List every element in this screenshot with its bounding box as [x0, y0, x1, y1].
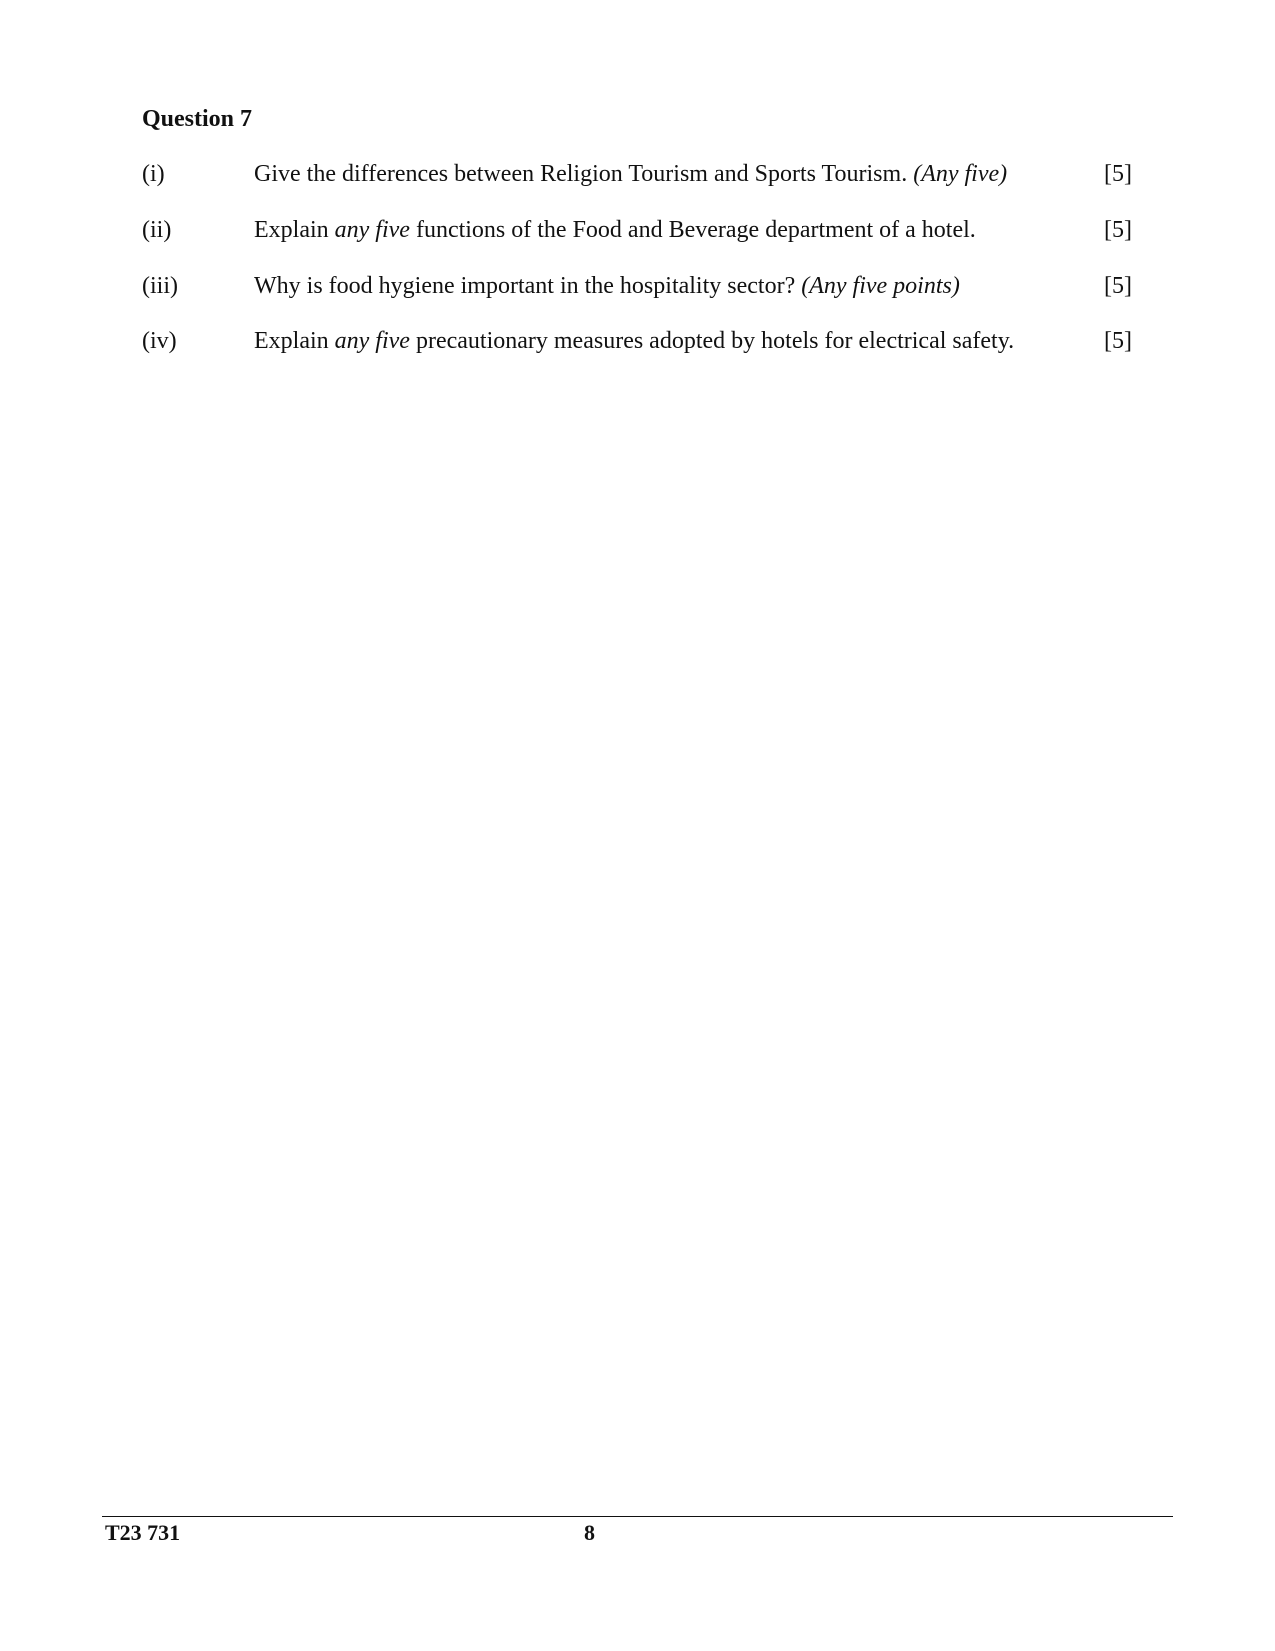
footer-paper-code: T23 731 [105, 1520, 181, 1545]
item-text [254, 214, 976, 246]
footer-divider [102, 1516, 1173, 1517]
item-text-italic: (Any five) [913, 161, 1008, 187]
item-text-italic: any five [334, 328, 410, 354]
item-text-plain: Why is food hygiene important in the hospitality sector? [254, 273, 802, 299]
item-marks: [5] [1104, 328, 1132, 354]
item-text [254, 270, 960, 302]
item-number: (iv) [142, 328, 177, 354]
item-text-plain-tail: functions of the Food and Beverage department of a hotel. [409, 217, 976, 243]
item-text-plain: Explain [254, 217, 335, 243]
question-heading: Question 7 [142, 106, 253, 132]
item-marks: [5] [1104, 273, 1132, 299]
item-number: (i) [142, 161, 165, 187]
item-text-italic: (Any five points) [801, 273, 960, 299]
question-item-ii [142, 214, 1132, 246]
item-marks: [5] [1104, 217, 1132, 243]
item-text-plain: Give the differences between Religion Tourism and Sports Tourism. [254, 161, 914, 187]
item-text-plain-tail: precautionary measures adopted by hotels for electrical safety. [409, 328, 1015, 354]
item-number: (ii) [142, 217, 172, 243]
item-number: (iii) [142, 273, 178, 299]
question-item-iv [142, 325, 1132, 357]
item-text-italic: any five [334, 217, 410, 243]
footer-page-number: 8 [584, 1520, 595, 1545]
item-marks: [5] [1104, 161, 1132, 187]
item-text [254, 325, 1014, 357]
item-text-plain: Explain [254, 328, 335, 354]
item-text [254, 158, 1007, 190]
question-item-iii [142, 270, 1132, 302]
question-item-i [142, 158, 1132, 190]
